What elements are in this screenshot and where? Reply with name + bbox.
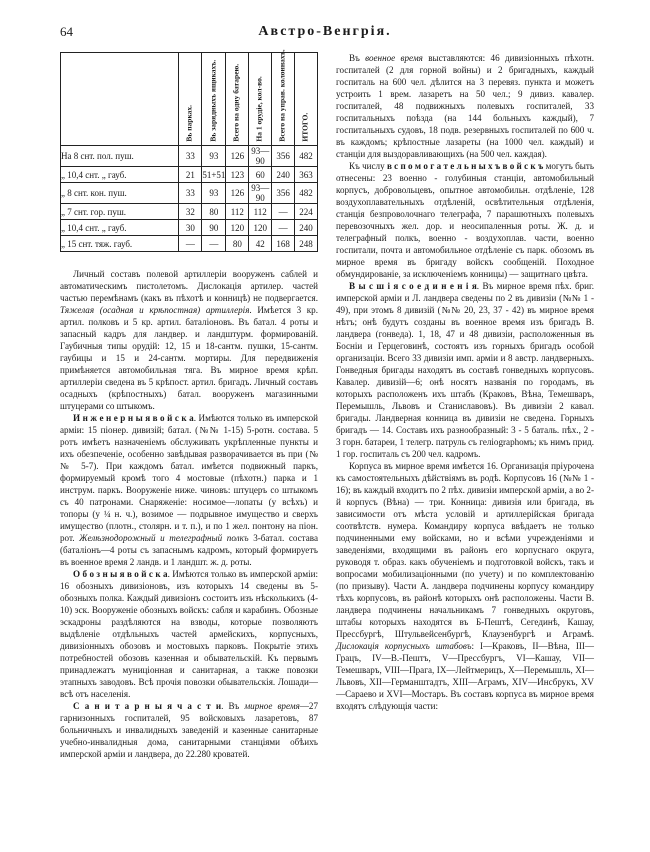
table-corner-cell — [61, 53, 179, 146]
paragraph-medical-units: С а н и т а р н ы я ч а с т и. Въ мирное время—27 гарнизонныхъ госпиталей, 95 войсковыхъ лазаретовъ, 87 больничныхъ и инвалидныхъ заведеній и казенные санитарные учебно-инвалидныя дома, санитарными станціями обѣихъ имперской арміи и ландвера, до 22.280 кроватей. — [60, 701, 318, 759]
column-header-label: Всего на одну батарею. — [232, 64, 242, 142]
cell-caissons: 90 — [202, 220, 226, 236]
spacer — [60, 252, 318, 259]
cell-caissons: — — [202, 236, 226, 252]
cell-caissons: 80 — [202, 204, 226, 220]
cell-caissons: 93 — [202, 183, 226, 204]
table-row — [61, 167, 318, 183]
cell-battery-total: 112 — [226, 204, 249, 220]
row-label: На 8 снт. пол. пуш. — [61, 146, 179, 167]
row-label: „ 8 снт. кон. пуш. — [61, 183, 179, 204]
left-column — [60, 49, 318, 760]
cell-parks: — — [179, 236, 202, 252]
paragraph-train-troops: О б о з н ы я в о й с к а. Имѣются только въ имперской арміи: 16 обозныхъ дивизіоновъ, изъ которыхъ 14 сведены въ 5-обозныхъ полка. Каждый дивизіонъ состоитъ изъ нѣсколькихъ (4-10) эск. Вооруженіе обозныхъ войскъ: сабля и карабинъ. Обозные эскадроны раздѣляются на взводы, которые позволяютъ выдѣленіе отдѣльныхъ частей армейскихъ, корпусныхъ, дивизіонныхъ обозовъ и мостовыхъ парковъ. Покрытіе этихъ потребностей обозовъ казенная и обывательскій. Къ первымъ принадлежатъ муниціонная и санитарная, а также повозки этапныхъ заводовъ. Всѣ прочія повозки обывательскія. Лошади—всѣ отъ населенія. — [60, 569, 318, 699]
cell-columns: 240 — [272, 167, 295, 183]
row-label: „ 7 снт. гор. пуш. — [61, 204, 179, 220]
cell-parks: 33 — [179, 183, 202, 204]
table-row — [61, 183, 318, 204]
table-row — [61, 146, 318, 167]
two-column-body — [60, 49, 594, 832]
cell-battery-total: 126 — [226, 183, 249, 204]
cell-parks: 33 — [179, 146, 202, 167]
cell-parks: 30 — [179, 220, 202, 236]
cell-parks: 32 — [179, 204, 202, 220]
artillery-composition-table — [60, 49, 318, 252]
cell-per-gun: 120 — [249, 220, 272, 236]
row-label: „ 10,4 снт. „ гауб. — [61, 220, 179, 236]
column-header-label: Вь зарядныхъ ящикахъ. — [208, 60, 218, 142]
column-header-label: Всего на управ. колоннахъ. — [277, 49, 287, 142]
column-header-label: На 1 орудіе, кол-во. — [254, 76, 264, 142]
cell-battery-total: 120 — [226, 220, 249, 236]
column-header-label: ИТОГО. — [300, 113, 310, 142]
column-header-columns — [272, 49, 295, 146]
column-header-label: Вь парках. — [185, 105, 195, 142]
row-label: „ 10,4 снт. „ гауб. — [61, 167, 179, 183]
cell-total: 363 — [295, 167, 318, 183]
column-header-total — [295, 53, 318, 146]
column-header-battery-total — [226, 53, 249, 146]
cell-caissons: 51+51 — [202, 167, 226, 183]
cell-battery-total: 126 — [226, 146, 249, 167]
table-body — [61, 146, 318, 252]
table-row — [61, 236, 318, 252]
running-title: Австро-Венгрія. — [258, 24, 392, 39]
paragraph-higher-formations: В ы с ш і я с о е д и н е н і я. Въ мирное время пѣх. бриг. имперской арміи и Л. ландвера сведены по 2 въ дивизіи (№№ 1 - 49), при этомъ 8 дивизій (№№ 20, 23, 37 - 42) въ мирное время нѣтъ; онѣ будутъ созданы въ военное время изъ бригадъ В. ландвера (гонведа). 1, 18, 47 и 48 дивизіи, расположенныя въ Босніи и Герцеговинѣ, состоятъ изъ горныхъ бригадъ особой организаціи. Всего 33 дивизіи имп. арміи и 8 австр. ландверныхъ. Гонведныя бригады находятъ въ составѣ гонведныхъ корпусовъ. Кавалер. дивизій—6; онѣ носятъ названія по городамъ, въ которыхъ расположенъ ихъ штабъ (Краковъ, Вѣна, Темешваръ, Перемышль, Львовъ и Станиславовъ). Въ дивизіи 2 кавал. бригады. Ландверная конница въ дивизіи не сведена. Горныхъ бригадъ — 14. Составъ ихъ разнообразный: 3 - 5 баталь. пѣх., 2 - 3 горн. батареи, 1 телегр. патруль съ гелiographомъ; къ нимъ прид. 1 гор. госпиталь съ 200 чел. кадромъ. — [336, 281, 594, 459]
paragraph-wartime-hospitals: Въ военное время выставляются: 46 дивизіонныхъ пѣхотн. госпиталей (2 для горной войны) и 2 бригадныхъ, каждый госпиталь на 600 чел. дѣлится на 3 перевяз. пункта и можетъ устроить 1 врем. лазаретъ на 50 чел.; 9 дивиз. кавалер. госпиталей, 48 подвижныхъ полевыхъ госпиталей, 33 госпитальныхъ поѣзда (на 144 больныхъ каждый), 7 госпитальныхъ судовъ, 18 подв. резервныхъ госпиталей по 600 ч. въ каждомъ; крѣпостные лазареты (на 1000 чел. каждый) и станціи для выздоравливающихъ (на 500 чел. каждая). — [336, 53, 594, 159]
cell-caissons: 93 — [202, 146, 226, 167]
cell-columns: 356 — [272, 183, 295, 204]
paragraph-engineer-troops: И н ж е н е р н ы я в о й с к а. Имѣются только въ имперской арміи: 15 піонер. дивизій; батал. (№№ 1-15) 5-ротн. состава. 5 ротъ имѣетъ назначеніемъ обслуживать укрѣпленные пункты и ихъ обезпеченіе, особенно завѣдывая разворачивается въ при (№№ 5-7). При каждомъ батал. имѣется подвижный паркъ, формируемый кромѣ того 4 мостовые (пѣхотн.) парка и 1 инструм. паркъ. Вооруженіе ниже. чиновъ: штуцеръ со штыкомъ съ 40 патронами. Снаряженіе: носимое—лопаты (у всѣхъ) и топоры (у ¼ н. ч.), возимое — подрывное имущество и сверхъ имущество (плотн., столярн. и т. п.), и по 1 жел. понтону на піон. рот. Желѣзнодорожный и телеграфный полкъ 3-батал. состава (баталіонъ—4 роты съ запаснымъ кадромъ, который формируетъ въ военное время 2 ландв. и 1 ландшт. ж. д. роты. — [60, 413, 318, 567]
table-row — [61, 204, 318, 220]
table-head — [61, 49, 318, 146]
right-column — [336, 52, 594, 712]
cell-battery-total: 123 — [226, 167, 249, 183]
column-header-caissons — [202, 53, 226, 146]
paragraph-auxiliary-troops: Къ числу в с п о м о г а т е л ь н ы х ъ в о й с к ъ могутъ быть отнесены: 23 военно - голубиныя станціи, автомобильный корпусъ, добровольцевъ, опытное автомобильн. отдѣленіе, 128 воздухоплавательныхъ отдѣленій, освѣтительныя отдѣленія, станція безпроволочнаго телеграфа, 7 парашютныхъ полевыхъ перевозочныхъ жел. дор. и неосипаленныя роты. Ж. д. и телеграфный полкъ, военно - воздухоплав. части, военно госпитали, почта и автомобильное отдѣленіе съ парк. обозомъ въ мирное время въ бригаду войскъ сообщеній. Походное обмундированіе, за исключеніемъ конницы) — защитнаго цвѣта. — [336, 161, 594, 279]
table-header-row — [61, 53, 318, 146]
cell-per-gun: 93—90 — [249, 183, 272, 204]
cell-total: 224 — [295, 204, 318, 220]
cell-per-gun: 112 — [249, 204, 272, 220]
cell-columns: 356 — [272, 146, 295, 167]
cell-columns: 168 — [272, 236, 295, 252]
cell-parks: 21 — [179, 167, 202, 183]
column-header-per-gun — [249, 53, 272, 146]
row-label: „ 15 снт. тяж. гауб. — [61, 236, 179, 252]
table-row — [61, 220, 318, 236]
page-number: 64 — [60, 24, 73, 39]
cell-per-gun: 60 — [249, 167, 272, 183]
paragraph-artillery-personnel: Личный составъ полевой артиллеріи вооруженъ саблей и автоматическимъ пистолетомъ. Дислокація артилер. частей частью перемѣнамъ (какъ въ пѣхотѣ и конницѣ) не подвергается. Тяжелая (осадная и крѣпостная) артиллерія. Имѣется 3 кр. артил. полковъ и 5 кр. артил. баталіоновъ. Въ батал. 4 роты и запасный кадръ для ландвер. и ландштурм. формированій. Гаубичныя типы орудій: 12, 15 и 18-сантм. пушки, 15-сантм. гаубицы и 15 и 24-сантм. мортиры. Для передвиженія примѣняется автомобильная тяга. Въ мирное время крѣп. артиллеріи сведена въ 5 крѣпост. артил. бригадъ. Личный составъ осадныхъ (крѣпостныхъ) батал. вооруженъ магазинными штуцерами со штыкомъ. — [60, 269, 318, 411]
cell-total: 240 — [295, 220, 318, 236]
cell-per-gun: 93—90 — [249, 146, 272, 167]
paragraph-corps-organization: Корпуса въ мирное время имѣется 16. Организація пріурочена къ самостоятельныхъ дѣйствіямъ въ родѣ. Корпусовъ 16 (№№ 1 - 16); въ каждый входитъ по 2 пѣх. дивизіи имперской арміи, а во 2-й корпусъ (Вѣна) — три. Конница: дивизія или бригада, въ зависимости отъ мѣста условій и артиллерійская бригада соотвѣтств. нумера. Командиру корпуса ввѣдаетъ не только подчиненными ему войсками, но и всѣми учрежденіями и заведеніями, входящими въ районъ его корпуснаго округа, руководя т. образ. какъ обученіемъ и подготовкой войскъ, такъ и вопросами мобилизаціонными (по учету) и по комплектованію (по призыву). Части А. ландвера подчинены корпусу командиру тѣхъ корпусовъ, въ районѣ которыхъ онѣ расположены. Части В. ландвера подчинены начальникамъ 7 гонведныхъ округовъ, штабы которыхъ находятся въ Б-Пештѣ, Сегединѣ, Кашау, Прессбургѣ, Штульвейсенбургѣ, Клаузенбургѣ и Аграмѣ. Дислокація корпусныхъ штабовъ: I—Краковъ, II—Вѣна, III—Грацъ, IV—В.-Пештъ, V—Прессбургъ, VI—Кашау, VII—Темешваръ, VIII—Прага, IX—Лейтмерицъ, X—Перемышль, XI—Львовъ, XII—Германштадтъ, XIII—Аграмъ, XIV—Инсбрукъ, XV—Сараево и XVI—Мостаръ. Въ составъ корпуса въ мирное время входятъ слѣдующія части: — [336, 461, 594, 711]
column-header-parks — [179, 53, 202, 146]
page-header — [60, 24, 590, 42]
cell-total: 482 — [295, 183, 318, 204]
cell-total: 248 — [295, 236, 318, 252]
cell-columns: — — [272, 204, 295, 220]
cell-per-gun: 42 — [249, 236, 272, 252]
cell-columns: — — [272, 220, 295, 236]
cell-battery-total: 80 — [226, 236, 249, 252]
cell-total: 482 — [295, 146, 318, 167]
